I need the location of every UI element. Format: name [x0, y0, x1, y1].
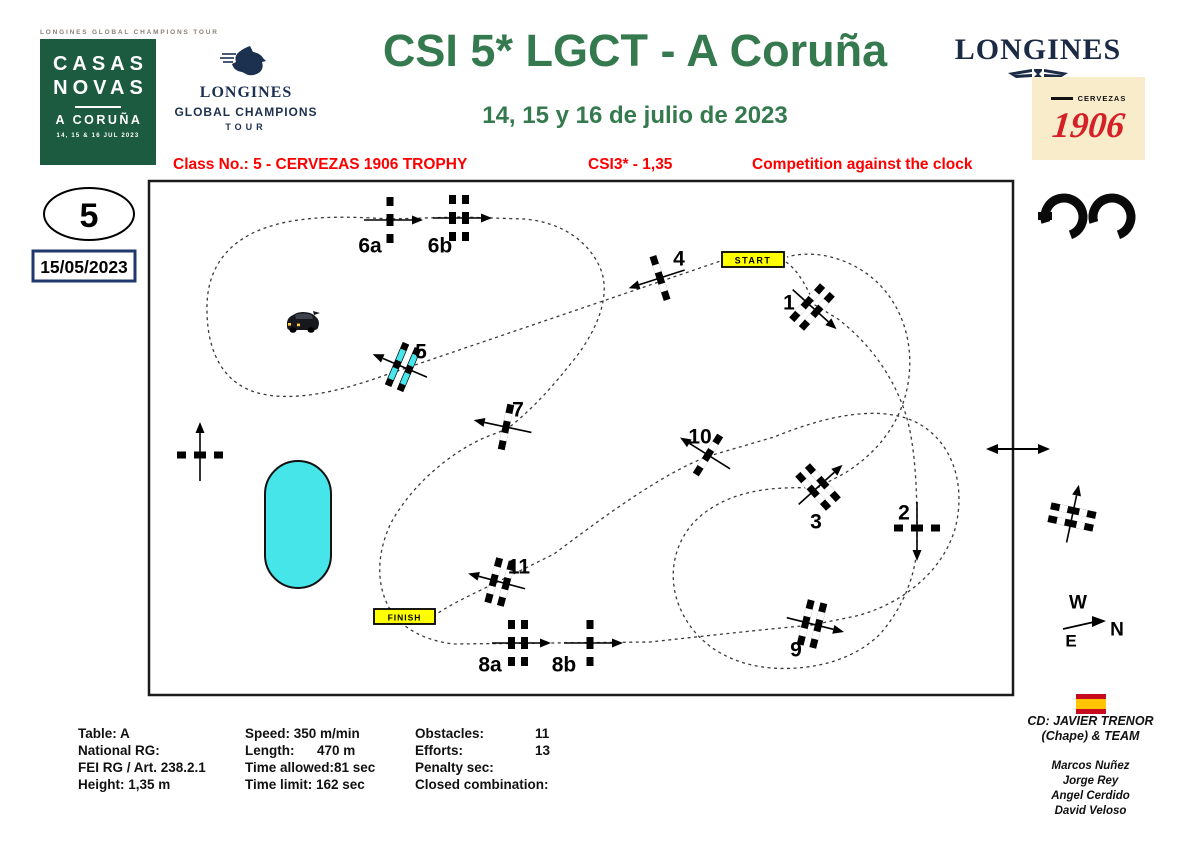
rules-line: Table: A — [78, 726, 130, 741]
compass — [1063, 593, 1124, 651]
designer-block — [1018, 694, 1163, 819]
venue-city: A CORUÑA — [55, 113, 143, 127]
compass-north: N — [1110, 619, 1124, 641]
lgct-brand: LONGINES — [199, 84, 293, 101]
obstacle-number: 8b — [551, 653, 577, 677]
course-designer-line2: (Chape) & TEAM — [1041, 729, 1140, 743]
practice-jump — [1044, 480, 1101, 547]
obstacle-number: 3 — [810, 510, 822, 534]
team-member: Jorge Rey — [1062, 775, 1119, 787]
team-member: David Veloso — [1054, 805, 1127, 817]
finish-marker — [374, 609, 435, 624]
timing-line: Time limit: 162 sec — [245, 777, 365, 792]
team-member: Angel Cerdido — [1051, 790, 1130, 802]
spain-flag-icon — [1076, 694, 1106, 714]
obstacle-number: 10 — [688, 425, 712, 449]
obstacle-number: 5 — [415, 340, 427, 364]
obstacle-number: 2 — [898, 501, 910, 525]
counts-row — [415, 725, 550, 742]
counts-label: Closed combination: — [415, 777, 549, 792]
timing-column — [245, 725, 375, 793]
counts-value: 11 — [535, 726, 550, 741]
in-out-arrow-icon — [986, 444, 1050, 454]
obstacle-number: 6b — [427, 234, 453, 258]
plan-date: 15/05/2023 — [40, 257, 128, 277]
rules-column — [78, 725, 206, 793]
obstacle-number: 8a — [478, 653, 502, 677]
team-member: Marcos Nuñez — [1051, 760, 1130, 772]
rules-line: National RG: — [78, 743, 160, 758]
beer-year: 1906 — [1050, 105, 1127, 145]
rules-line: FEI RG / Art. 238.2.1 — [78, 760, 206, 775]
rules-line: Height: 1,35 m — [78, 777, 171, 792]
obstacle-number: 1 — [783, 291, 795, 315]
class-name: Class No.: 5 - CERVEZAS 1906 TROPHY — [173, 156, 468, 173]
course-designer-line1: CD: JAVIER TRENOR — [1027, 714, 1154, 728]
finish-label: FINISH — [387, 612, 422, 623]
gc-logo — [1038, 194, 1135, 241]
obstacle-number: 9 — [790, 638, 802, 662]
counts-row — [415, 759, 550, 776]
class-mode: Competition against the clock — [752, 156, 973, 173]
venue-name-line1: CASAS — [52, 53, 148, 75]
beer-brand: CERVEZAS — [1077, 94, 1127, 103]
designer-team-list — [1018, 759, 1163, 819]
class-number: 5 — [79, 197, 99, 235]
obstacle-number: 7 — [512, 398, 524, 422]
page-title: CSI 5* LGCT - A Coruña — [382, 25, 888, 76]
counts-column — [415, 725, 550, 793]
compass-east: E — [1065, 631, 1077, 651]
event-dates: 14, 15 y 16 de julio de 2023 — [482, 102, 788, 129]
counts-row — [415, 776, 550, 793]
venue-name-line2: NOVAS — [53, 77, 148, 99]
obstacle-number: 11 — [507, 555, 531, 579]
compass-west: W — [1069, 592, 1087, 614]
arena-border — [149, 181, 1013, 695]
water-feature — [265, 461, 331, 588]
start-label: START — [734, 255, 772, 266]
timing-line: Speed: 350 m/min — [245, 726, 360, 741]
obstacle-number: 6a — [358, 234, 382, 258]
lgct-middle: GLOBAL CHAMPIONS — [174, 105, 318, 119]
compass-arrow — [1092, 616, 1106, 627]
start-marker — [722, 252, 784, 267]
obstacle-number: 4 — [673, 247, 685, 271]
timing-line: Time allowed:81 sec — [245, 760, 376, 775]
lgct-tour: TOUR — [225, 122, 267, 132]
counts-row — [415, 742, 550, 759]
venue-dates: 14, 15 & 16 JUL 2023 — [56, 133, 140, 139]
longines-wordmark: LONGINES — [954, 33, 1122, 66]
timing-line: Length: 470 m — [245, 743, 356, 758]
class-category: CSI3* - 1,35 — [588, 156, 673, 173]
counts-label: Efforts: — [415, 743, 463, 758]
counts-value: 13 — [535, 743, 551, 758]
counts-label: Penalty sec: — [415, 760, 494, 775]
tour-tagline: LONGINES GLOBAL CHAMPIONS TOUR — [40, 29, 219, 36]
counts-label: Obstacles: — [415, 726, 485, 741]
